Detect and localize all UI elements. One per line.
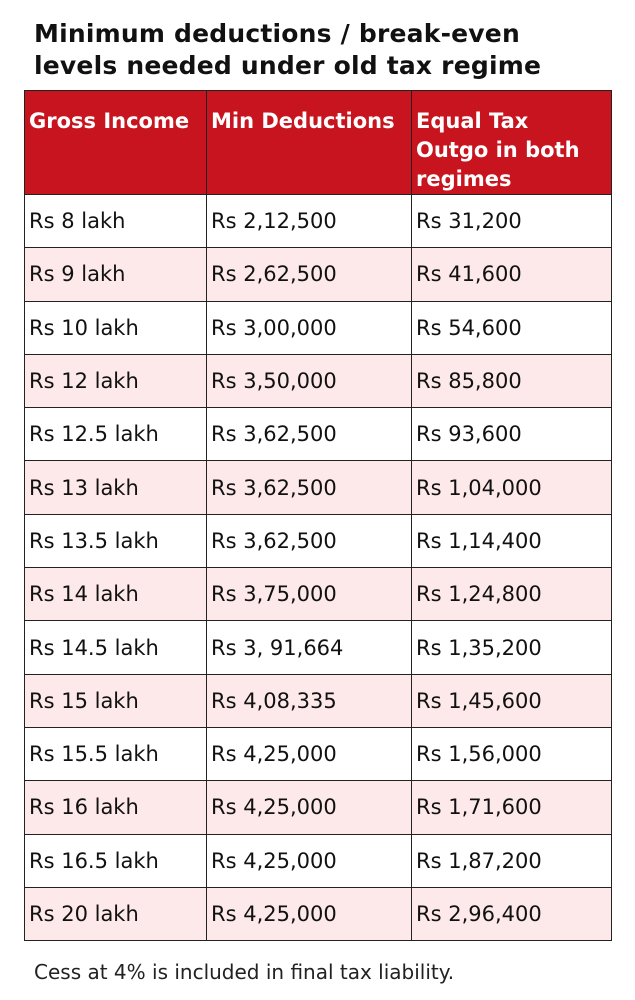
gross-income-cell: Rs 12.5 lakh <box>25 408 207 461</box>
min-deductions-cell: Rs 3,62,500 <box>207 408 412 461</box>
equal-tax-cell: Rs 2,96,400 <box>412 887 612 940</box>
equal-tax-cell: Rs 1,87,200 <box>412 834 612 887</box>
equal-tax-cell: Rs 54,600 <box>412 301 612 354</box>
title-line-1: Minimum deductions / break-even <box>34 19 520 48</box>
min-deductions-cell: Rs 2,12,500 <box>207 195 412 248</box>
gross-income-cell: Rs 14.5 lakh <box>25 621 207 674</box>
table-row <box>25 248 612 301</box>
min-deductions-cell: Rs 3,62,500 <box>207 461 412 514</box>
gross-income-cell: Rs 15 lakh <box>25 674 207 727</box>
gross-income-cell: Rs 13.5 lakh <box>25 514 207 567</box>
gross-income-cell: Rs 9 lakh <box>25 248 207 301</box>
equal-tax-cell: Rs 1,71,600 <box>412 781 612 834</box>
table-row <box>25 514 612 567</box>
equal-tax-cell: Rs 1,56,000 <box>412 727 612 780</box>
gross-income-cell: Rs 14 lakh <box>25 568 207 621</box>
table-row <box>25 568 612 621</box>
min-deductions-cell: Rs 3, 91,664 <box>207 621 412 674</box>
gross-income-cell: Rs 10 lakh <box>25 301 207 354</box>
equal-tax-cell: Rs 1,24,800 <box>412 568 612 621</box>
table-row <box>25 674 612 727</box>
table-row <box>25 354 612 407</box>
table-row <box>25 461 612 514</box>
min-deductions-cell: Rs 3,50,000 <box>207 354 412 407</box>
min-deductions-cell: Rs 4,25,000 <box>207 781 412 834</box>
equal-tax-cell: Rs 85,800 <box>412 354 612 407</box>
gross-income-cell: Rs 16 lakh <box>25 781 207 834</box>
table-row <box>25 887 612 940</box>
equal-tax-cell: Rs 1,35,200 <box>412 621 612 674</box>
header-min-deductions: Min Deductions <box>207 91 412 195</box>
gross-income-cell: Rs 15.5 lakh <box>25 727 207 780</box>
title-line-2: levels needed under old tax regime <box>34 51 542 80</box>
min-deductions-cell: Rs 4,25,000 <box>207 887 412 940</box>
equal-tax-cell: Rs 93,600 <box>412 408 612 461</box>
min-deductions-cell: Rs 3,00,000 <box>207 301 412 354</box>
deductions-table <box>24 90 612 941</box>
equal-tax-cell: Rs 1,45,600 <box>412 674 612 727</box>
table-row <box>25 727 612 780</box>
header-gross-income: Gross Income <box>25 91 207 195</box>
equal-tax-cell: Rs 1,14,400 <box>412 514 612 567</box>
min-deductions-cell: Rs 4,25,000 <box>207 727 412 780</box>
min-deductions-cell: Rs 3,62,500 <box>207 514 412 567</box>
gross-income-cell: Rs 13 lakh <box>25 461 207 514</box>
gross-income-cell: Rs 8 lakh <box>25 195 207 248</box>
table-row <box>25 834 612 887</box>
equal-tax-cell: Rs 1,04,000 <box>412 461 612 514</box>
equal-tax-cell: Rs 41,600 <box>412 248 612 301</box>
min-deductions-cell: Rs 4,08,335 <box>207 674 412 727</box>
table-row <box>25 195 612 248</box>
page-title <box>34 18 614 82</box>
gross-income-cell: Rs 12 lakh <box>25 354 207 407</box>
table-row <box>25 408 612 461</box>
table-header-row <box>25 91 612 195</box>
min-deductions-cell: Rs 4,25,000 <box>207 834 412 887</box>
table-row <box>25 301 612 354</box>
min-deductions-cell: Rs 2,62,500 <box>207 248 412 301</box>
table-row <box>25 781 612 834</box>
min-deductions-cell: Rs 3,75,000 <box>207 568 412 621</box>
footnote: Cess at 4% is included in final tax liability. <box>34 960 455 984</box>
gross-income-cell: Rs 16.5 lakh <box>25 834 207 887</box>
header-equal-tax-outgo: Equal Tax Outgo in both regimes <box>412 91 612 195</box>
equal-tax-cell: Rs 31,200 <box>412 195 612 248</box>
gross-income-cell: Rs 20 lakh <box>25 887 207 940</box>
table-row <box>25 621 612 674</box>
